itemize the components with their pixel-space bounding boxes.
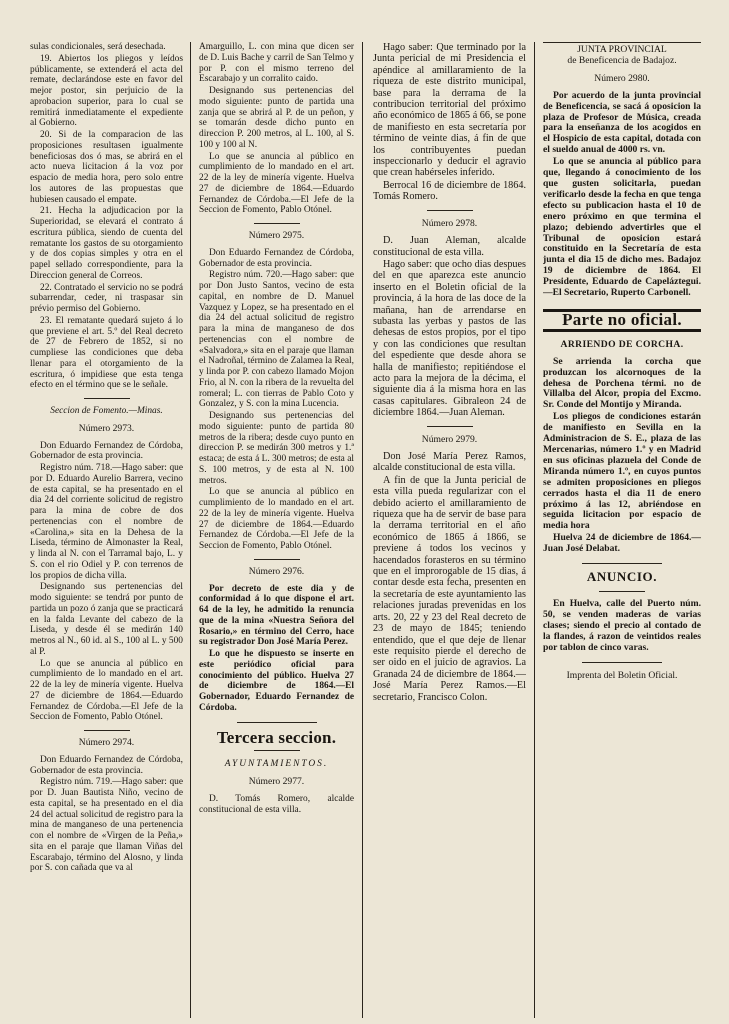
column-2 xyxy=(199,42,354,1018)
section-title: Tercera seccion. xyxy=(216,727,337,747)
paragraph: Designando sus pertenencias del modo siguiente: se tendrá por punto de partida un pozo ó zanja que se practicará en la falda Levante del cabezo de la Liseda, y desde él se medirán 140 metros al N., 60 id. al S., 100 al L. y 500 al P. xyxy=(30,582,183,657)
separator xyxy=(254,223,300,224)
separator xyxy=(237,722,317,723)
paragraph: A fin de que la Junta pericial de esta villa pueda regularizar con el debido acierto el amillaramiento de riqueza que ha de servir de base para la derrama territorial en el año económico de 1865 á 1866, se previene á todos los vecinos y hacendados forasteros en su término que en el improrogable de 15 dias, á contar desde esta fecha, presenten en la secretaría de este ayuntamiento las relaciones juradas prevenidas en los arts. 20, 22 y 23 del Real decreto de 23 de mayo de 1845; teniendo entendido, que el que deje de llenar este requisito pierde el derecho de ser oido en el juicio de agravios. La Granada 24 de diciembre de 1864.—José María Perez Ramos.—El secretario, Francisco Colon. xyxy=(373,474,526,703)
notice-heading: D. Tomás Romero, alcalde constitucional de esta villa. xyxy=(199,793,354,815)
section-heading: Seccion de Fomento.—Minas. xyxy=(50,406,163,416)
separator xyxy=(427,210,473,211)
paragraph: Hago saber: Que terminado por la Junta pericial de mi Presidencia el apéndice al amillaramiento de la riqueza de este distrito municipal, base para la derrama de la contribucion territorial del próximo año económico de 1865 á 66, se pone de manifiesto en esta secretaría por término de veinte dias, á fin de que los contribuyentes puedan inspeccionarlo y deducir el agravio que crean habérseles inferido. xyxy=(373,42,526,179)
paragraph: sulas condicionales, será desechada. xyxy=(30,42,166,52)
paragraph: 20. Si de la comparacion de las proposiciones resultasen igualmente beneficiosas dos ó mas, se abrirá en el acto nueva licitacion á la voz por espacio de media hora, pero solo entre los autores de las propuestas que hubiesen causado el empate. xyxy=(30,130,183,205)
separator xyxy=(84,398,130,399)
separator xyxy=(254,559,300,560)
notice-number: Número 2976. xyxy=(248,565,305,577)
column-3 xyxy=(373,42,526,1018)
paragraph: Lo que he dispuesto se inserte en este periódico oficial para conocimiento del público. Huelva 27 de diciembre de 1864.—El Gobernador, Eduardo Fernandez de Córdoba. xyxy=(199,649,354,713)
separator xyxy=(582,563,662,564)
notice-number: Número 2980. xyxy=(594,72,650,84)
paragraph: Amarguillo, L. con mina que dicen ser de D. Luis Bache y carril de San Telmo y por P. con el mismo terreno del Escarabajo y un corralito caido. xyxy=(199,42,354,85)
notice-number: Número 2978. xyxy=(421,217,478,229)
section-title: Parte no oficial. xyxy=(543,309,701,332)
paragraph: Por acuerdo de la junta provincial de Beneficencia, se sacá á oposicion la plaza de Profesor de Música, creada para la enseñanza de los acogidos en el Hospicio de esta capital, dotada con el sueldo anual de 4000 rs. vn. xyxy=(543,89,701,156)
paragraph: Registro núm. 720.—Hago saber: que por Don Justo Santos, vecino de esta capital, en nombre de D. Manuel Vazquez y Lopez, se ha presentado en el dia 24 del actual solicitud de registro para la mina de manganeso de dos pertenencias con el nombre de «Salvadora,» sita en el paraje que llaman el Nadroñal, término de Zalamea la Real, y linda por P. con cabezo llamado Mojon Frio, al N. con la ribera de la revuelta del romeral; L. con tierras de Pablo Coto y Gonzalez, y S. con la mina Lucencia. xyxy=(199,270,354,410)
notice-number: Número 2975. xyxy=(248,230,305,241)
column-rule xyxy=(534,42,535,1018)
paragraph: En Huelva, calle del Puerto núm. 50, se venden maderas de varias clases; siendo el precio al contado de la flandes, á razon de veintidos reales por tablon de cinco varas. xyxy=(543,597,701,653)
ad-heading: ANUNCIO. xyxy=(586,569,658,585)
notice-heading: Don Eduardo Fernandez de Córdoba, Gobernador de esta provincia. xyxy=(30,754,183,776)
column-rule xyxy=(362,42,363,1018)
paragraph: Designando sus pertenencias del modo siguiente: punto de partida 80 metros de la ribera; desde cuyo punto en direccion P. se medirán 300 metros y 1.ª estaca; de esta á L. 300 metros; de esta al S. 100 metros, y de esta al N. 100 metros. xyxy=(199,411,354,486)
paragraph: 22. Contratado el servicio no se podrá subarrendar, ceder, ni traspasar sin prévio permiso del Gobierno. xyxy=(30,282,183,314)
paragraph: Registro núm. 718.—Hago saber: que por D. Eduardo Aurelio Barrera, vecino de esta capital, se ha presentado en el dia 24 del corriente solicitud de registro para la mina de cobre de dos pertenencias con el nombre de «Carolina,» sita en la Dehesa de la Liseda, término de Almonaster la Real, y linda al N. con el Tarramal bajo, L. y S. con el rio Odiel y P. con terrenos de los propios de dicha villa. xyxy=(30,463,183,581)
notice-heading: D. Juan Aleman, alcalde constitucional de esta villa. xyxy=(373,235,526,258)
junta-heading: JUNTA PROVINCIAL xyxy=(543,42,701,56)
paragraph: Por decreto de este dia y de conformidad á lo que dispone el art. 64 de la ley, he admitido la renuncia que de la mina «Nuestra Señora del Rosario,» en término del Cerro, hace su registrador Don José María Perez. xyxy=(199,583,354,648)
paragraph: Lo que se anuncia al público para que, llegando á conocimiento de los que gusten solicitarla, puedan verificarlo desde la fecha en que tenga efecto su publicacion hasta el 10 de enero próximo en que termina el plazo; debiendo advertirles que el Tribunal de oposicion estará constituido en la Secretaría de esta junta el dia 15 de dicho mes. Badajoz 19 de diciembre de 1864. El Presidente, Eduardo de Capeláztegui.—El Secretario, Ruperto Carbonell. xyxy=(543,156,701,299)
notice-number: Número 2973. xyxy=(78,422,135,434)
separator xyxy=(84,730,130,731)
paragraph: Lo que se anuncia al público en cumplimiento de lo mandado en el art. 22 de la ley de minería vigente. Huelva 27 de diciembre de 1864.—Eduardo Fernandez de Córdoba.—El Jefe de la Seccion de Fomento, Pablo Otónel. xyxy=(199,151,354,216)
paragraph: Registro núm. 719.—Hago saber: que por D. Juan Bautista Niño, vecino de esta capital, se ha presentado en el dia 24 del actual solicitud de registro para la mina de manganeso de una pertenencia con el nombre de «Virgen de la Peña,» sita en el paraje que llaman Viñas del Escarabajo, término del Alosno, y linda por S. con cañada que va al xyxy=(30,777,183,874)
notice-heading: Don José María Perez Ramos, alcalde constitucional de esta villa. xyxy=(373,451,526,474)
column-1 xyxy=(30,42,183,1018)
column-rule xyxy=(190,42,191,1018)
paragraph: 19. Abiertos los pliegos y leídos públicamente, se extenderá el acta del remate, declarándose este en favor del mejor postor, sin perjuicio de la aprobacion superior, para lo cual se remitirá inmediatamente el expediente al Gobierno. xyxy=(30,53,183,129)
paragraph: Lo que se anuncia al público en cumplimiento de lo mandado en el art. 22 de la ley de minería vigente. Huelva 27 de diciembre de 1864.—Eduardo Fernandez de Córdoba.—El Jefe de la Seccion de Fomento, Pablo Otónel. xyxy=(199,487,354,551)
column-4 xyxy=(543,42,701,1018)
notice-heading: Don Eduardo Fernandez de Córdoba, Gobernador de esta provincia. xyxy=(199,247,354,269)
paragraph: Lo que se anuncia al público en cumplimiento de lo mandado en el art. 22 de la ley de minería vigente. Huelva 27 de diciembre de 1864.—Eduardo Fernandez de Córdoba.—El Jefe de la Seccion de Fomento, Pablo Otónel. xyxy=(30,658,183,723)
paragraph: Designando sus pertenencias del modo siguiente: punto de partida una zanja que se abrirá al P. de un peñon, y se tomarán desde dicho punto en direccion P. 200 metros, al L. 100, al S. 100 y 100 al N. xyxy=(199,86,354,150)
paragraph: Hago saber: que ocho dias despues del en que aparezca este anuncio inserto en el Boletin oficial de la provincia, á la hora de las doce de la mañana, han de arrendarse en subasta las yerbas y pastos de las dehesas de estos propios, por el tipo y con las condiciones que resultan del espediente que desde ahora se halla de manifiesto; repitiéndose el acto para la mejora de la décima, el siguiente dia á la misma hora en las casas capitulares. Gibraleon 24 de diciembre 1864.—Juan Aleman. xyxy=(373,258,526,419)
junta-subheading: de Beneficencia de Badajoz. xyxy=(567,54,677,66)
paragraph: 23. El rematante quedará sujeto á lo que previene el art. 5.º del Real decreto de 27 de Febrero de 1852, si no cumpliese las condiciones que deba llenar para el otorgamiento de la escritura, ó impidiese que esta tenga efecto en el término que se le señale. xyxy=(30,315,183,391)
notice-number: Número 2974. xyxy=(78,737,135,748)
paragraph: Huelva 24 de diciembre de 1864.—Juan José Delabat. xyxy=(543,532,701,555)
separator xyxy=(582,662,662,663)
notice-heading: Don Eduardo Fernandez de Córdoba, Gobernador de esta provincia. xyxy=(30,440,183,462)
paragraph: 21. Hecha la adjudicacion por la Superioridad, se elevará el contrato á escritura pública, siendo de cuenta del rematante los gastos de su otorgamiento y de dos copias simples y otra en el papel sellado correspondiente, para la Direccion general de Correos. xyxy=(30,206,183,281)
separator xyxy=(427,426,473,427)
notice-number: Número 2979. xyxy=(421,433,478,445)
paragraph: Los pliegos de condiciones estarán de manifiesto en Sevilla en la Administracion de S. E., plaza de las Mercenarias, número 1.º y en Madrid en sus oficinas plazuela del Conde de Miranda número 1.º, en cuyos puntos se admiten proposiciones en pliegos cerrados hasta el dia 11 de enero próximo á las 12, abriéndose en seguida licitacion por espacio de media hora xyxy=(543,411,701,532)
ad-heading: ARRIENDO DE CORCHA. xyxy=(560,338,684,350)
paragraph: Berrocal 16 de diciembre de 1864. Tomás Romero. xyxy=(373,179,526,203)
notice-number: Número 2977. xyxy=(248,776,305,787)
section-subtitle: AYUNTAMIENTOS. xyxy=(224,759,329,770)
imprint: Imprenta del Boletin Oficial. xyxy=(566,669,678,681)
separator xyxy=(254,750,300,751)
separator xyxy=(599,591,645,592)
paragraph: Se arrienda la corcha que produzcan los alcornoques de la dehesa de Porchena térmi. no de Villalba del Alcor, propia del Excmo. Sr. Conde del Montijo y Miranda. xyxy=(543,355,701,411)
